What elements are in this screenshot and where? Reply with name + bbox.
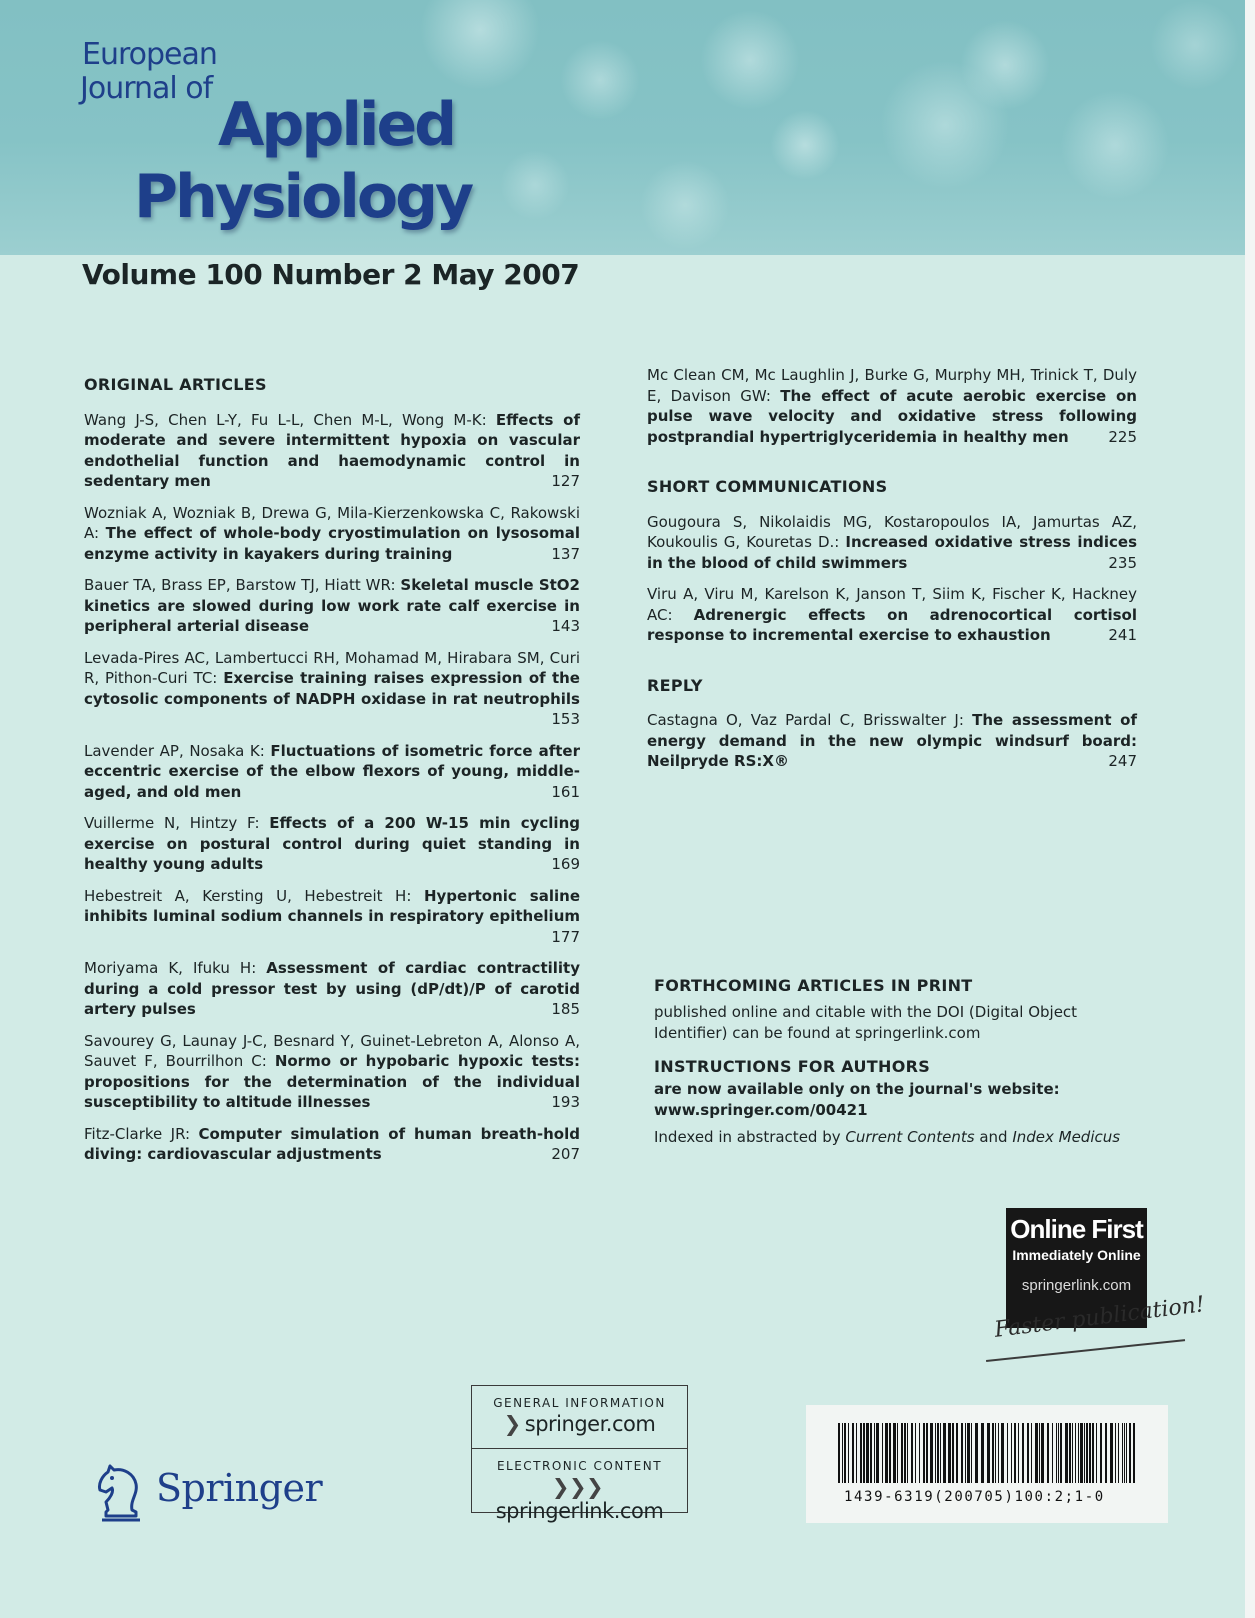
article-authors: Wozniak A, Wozniak B, Drewa G, Mila-Kierzenkowska C, Rakowski A: [84,503,580,542]
original-articles-heading: ORIGINAL ARTICLES [84,375,267,394]
general-information-url[interactable]: springer.com [524,1412,656,1436]
article-page: 137 [551,544,580,563]
issue-info: Volume 100 Number 2 May 2007 [82,258,580,291]
indexed-index-medicus: Index Medicus [1012,1128,1121,1146]
article-entry [84,410,580,492]
article-title: Fluctuations of isometric force after eccentric exercise of the elbow flexors of young, middle-aged, and old men [84,741,580,801]
article-entry [84,648,580,730]
article-authors: Levada-Pires AC, Lambertucci RH, Mohamad M, Hirabara SM, Curi R, Pithon-Curi TC: [84,648,580,687]
journal-title-line4: Physiology [134,162,472,232]
article-authors: Viru A, Viru M, Karelson K, Janson T, Siim K, Fischer K, Hackney AC: [647,585,1137,624]
bokeh-dot [640,160,730,250]
journal-title-line3: Applied [218,90,455,160]
article-entry [84,575,580,637]
online-first-subtitle: Immediately Online [1012,1247,1141,1263]
article-page: 153 [551,710,580,728]
online-first-title: Online First [1010,1214,1143,1244]
forthcoming-text: published online and citable with the DOI (Digital Object Identifier) can be found at springerlink.com [654,1003,1078,1042]
article-entry [84,813,580,875]
instructions-heading: INSTRUCTIONS FOR AUTHORS [654,1057,931,1076]
notices [654,975,1124,1148]
general-information-cell [472,1386,687,1448]
original-articles-list [84,410,580,1165]
article-page: 127 [551,472,580,490]
article-page: 161 [551,782,580,801]
electronic-content-cell [472,1448,687,1523]
article-page: 235 [1108,553,1137,572]
article-entry [647,512,1137,574]
article-entry [84,503,580,565]
article-authors: Hebestreit A, Kersting U, Hebestreit H: [84,886,412,905]
article-authors: Moriyama K, Ifuku H: [84,959,257,977]
barcode-bars-icon [838,1423,1138,1483]
article-entry [84,1124,580,1165]
bokeh-dot [1060,90,1170,200]
article-page: 241 [1108,626,1137,644]
bokeh-dot [500,150,570,220]
publisher-name: Springer [156,1466,323,1510]
chevron-right-icon: ❯ [503,1412,521,1436]
bokeh-dot [1150,0,1240,90]
triple-chevron-icon: ❯❯❯ [551,1475,604,1499]
forthcoming-heading: FORTHCOMING ARTICLES IN PRINT [654,976,973,995]
springer-logo [92,1462,332,1532]
article-authors: Savourey G, Launay J-C, Besnard Y, Guinet-Lebreton A, Alonso A, Sauvet F, Bourrilhon C: [84,1031,580,1070]
article-entry [647,710,1137,772]
article-title: Effects of a 200 W-15 min cycling exercise on postural control during quiet standing in healthy young adults [84,814,580,873]
article-title: Exercise training raises expression of the cytosolic components of NADPH oxidase in rat neutrophils [84,669,580,708]
electronic-content-url[interactable]: springerlink.com [495,1499,664,1523]
electronic-content-label: ELECTRONIC CONTENT [496,1459,663,1473]
article-authors: Fitz-Clarke JR: [84,1124,191,1143]
chess-knight-icon [92,1462,150,1524]
indexed-mid: and [974,1128,1013,1146]
article-title: The effect of whole-body cryostimulation on lysosomal enzyme activity in kayakers during training [84,524,580,563]
article-page: 169 [551,855,580,873]
article-authors: Gougoura S, Nikolaidis MG, Kostaropoulos IA, Jamurtas AZ, Koukoulis G, Kouretas D.: [647,512,1137,551]
article-entry [84,741,580,803]
instructions-text: are now available only on the journal's website: www.springer.com/00421 [654,1080,1060,1119]
page-edge [1245,0,1255,1618]
left-column [84,375,580,1176]
bokeh-dot [700,10,800,110]
article-page: 143 [551,617,580,635]
indexed-current-contents: Current Contents [845,1128,975,1146]
bokeh-dot [420,0,540,90]
bokeh-dot [770,110,840,180]
article-title: Increased oxidative stress indices in the blood of child swimmers [647,533,1138,572]
short-communications-heading: SHORT COMMUNICATIONS [647,477,888,496]
tagline-underline [986,1339,1185,1362]
online-first-url: springerlink.com [1021,1277,1132,1294]
barcode [806,1405,1168,1523]
article-authors: Mc Clean CM, Mc Laughlin J, Burke G, Murphy MH, Trinick T, Duly E, Davison GW: [647,366,1137,405]
article-title: Skeletal muscle StO2 kinetics are slowed during low work rate calf exercise in peripheral arterial disease [84,576,580,635]
article-title: Normo or hypobaric hypoxic tests: propositions for the determination of the individual susceptibility to altitude illnesses [84,1052,580,1111]
article-title: Hypertonic saline inhibits luminal sodium channels in respiratory epithelium [84,886,580,925]
article-title: Assessment of cardiac contractility during a cold pressor test by using (dP/dt)/P of carotid artery pulses [84,959,580,1018]
article-title: The assessment of energy demand in the new olympic windsurf board: Neilpryde RS:X® [647,711,1137,770]
right-column [647,365,1137,783]
short-communications-list [647,512,1137,646]
springer-info-box [471,1385,688,1523]
reply-heading: REPLY [647,675,703,695]
journal-title-line1: European [82,37,217,72]
article-page: 247 [1108,752,1137,770]
article-page: 207 [551,1145,580,1163]
article-page: 193 [551,1093,580,1111]
reply-list [647,710,1137,772]
article-authors: Vuillerme N, Hintzy F: [84,814,260,832]
article-entry [84,1031,580,1113]
article-entry [84,958,580,1020]
barcode-number: 1439-6319(200705)100:2;1-0 [844,1489,1105,1505]
bokeh-dot [560,40,640,120]
article-title: Adrenergic effects on adrenocortical cortisol response to incremental exercise to exhaustion [647,605,1137,644]
article-page: 185 [551,1000,580,1018]
article-page: 225 [1108,427,1137,446]
article-entry [647,365,1137,447]
indexed-line [654,1127,1124,1148]
article-page: 177 [551,927,580,946]
general-information-label: GENERAL INFORMATION [493,1396,666,1410]
article-authors: Lavender AP, Nosaka K: [84,741,265,760]
indexed-prefix: Indexed in abstracted by [654,1128,846,1146]
article-entry [647,584,1137,646]
article-title: Computer simulation of human breath-hold diving: cardiovascular adjustments [84,1124,580,1163]
journal-title-line2: Journal of [80,71,213,106]
article-entry [84,886,580,948]
faster-publication-tagline: Faster publication! [993,1292,1207,1343]
bokeh-dot [960,20,1050,110]
article-authors: Wang J-S, Chen L-Y, Fu L-L, Chen M-L, Wong M-K: [84,410,487,429]
article-title: The effect of acute aerobic exercise on pulse wave velocity and oxidative stress following postprandial hypertriglyceridemia in healthy men [647,386,1137,446]
article-authors: Bauer TA, Brass EP, Barstow TJ, Hiatt WR: [84,576,396,594]
article-authors: Castagna O, Vaz Pardal C, Brisswalter J: [647,711,964,729]
article-title: Effects of moderate and severe intermittent hypoxia on vascular endothelial function and haemodynamic control in sedentary men [84,410,580,490]
